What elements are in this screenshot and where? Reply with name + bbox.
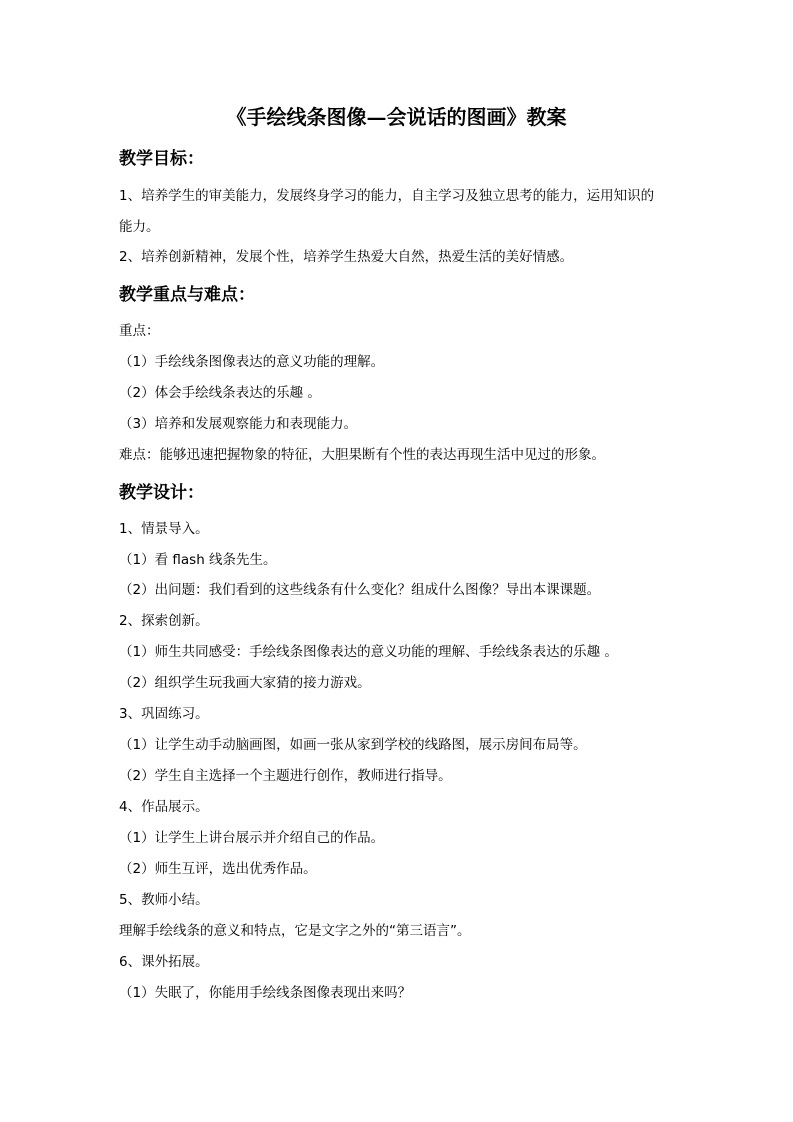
design-line-12: （2）师生互评，选出优秀作品。	[119, 861, 317, 877]
key-points-line-3: （2）体会手绘线条表达的乐趣 。	[119, 385, 321, 401]
design-line-3: （2）出问题：我们看到的这些线条有什么变化？组成什么图像？导出本课课题。	[119, 582, 601, 598]
goals-line-2: 能力。	[119, 219, 160, 235]
design-line-5: （1）师生共同感受：手绘线条图像表达的意义功能的理解、手绘线条表达的乐趣 。	[119, 644, 618, 660]
design-line-11: （1）让学生上讲台展示并介绍自己的作品。	[119, 830, 385, 846]
design-line-4: 2、探索创新。	[119, 613, 209, 629]
section-heading-key-points: 教学重点与难点：	[119, 285, 255, 305]
section-heading-goals: 教学目标：	[119, 149, 204, 169]
key-points-line-1: 重点：	[119, 323, 160, 339]
document-title: 《手绘线条图像—会说话的图画》教案	[226, 105, 567, 129]
design-line-13: 5、教师小结。	[119, 892, 209, 908]
design-line-2: （1）看 flash 线条先生。	[119, 552, 277, 568]
design-line-6: （2）组织学生玩我画大家猜的接力游戏。	[119, 675, 371, 691]
design-line-1: 1、情景导入。	[119, 521, 209, 537]
key-points-line-4: （3）培养和发展观察能力和表现能力。	[119, 416, 358, 432]
design-line-8: （1）让学生动手动脑画图，如画一张从家到学校的线路图，展示房间布局等。	[119, 737, 587, 753]
key-points-line-2: （1）手绘线条图像表达的意义功能的理解。	[119, 354, 385, 370]
key-points-line-5: 难点：能够迅速把握物象的特征，大胆果断有个性的表达再现生活中见过的形象。	[119, 447, 605, 463]
design-line-10: 4、作品展示。	[119, 799, 209, 815]
goals-line-1: 1、培养学生的审美能力，发展终身学习的能力，自主学习及独立思考的能力，运用知识的	[119, 188, 655, 204]
design-line-16: （1）失眠了，你能用手绘线条图像表现出来吗？	[119, 985, 412, 1001]
design-line-7: 3、巩固练习。	[119, 706, 209, 722]
design-line-14: 理解手绘线条的意义和特点，它是文字之外的“第三语言”。	[119, 923, 471, 939]
section-heading-design: 教学设计：	[119, 483, 204, 503]
design-line-9: （2）学生自主选择一个主题进行创作，教师进行指导。	[119, 768, 452, 784]
design-line-15: 6、课外拓展。	[119, 954, 209, 970]
goals-line-3: 2、培养创新精神，发展个性，培养学生热爱大自然，热爱生活的美好情感。	[119, 249, 574, 265]
